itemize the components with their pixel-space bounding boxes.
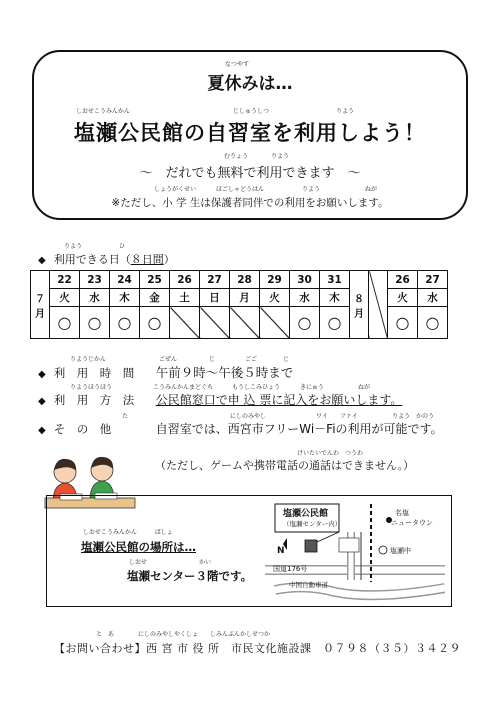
- ruby-location-2b: かい: [199, 559, 212, 566]
- cal-open-mark: ○: [320, 307, 350, 339]
- map-station-label: 名塩: [395, 509, 409, 517]
- cal-open-mark: ○: [418, 307, 448, 339]
- ruby-negai: ねが: [365, 186, 378, 193]
- cal-date: 23: [80, 271, 110, 289]
- cal-closed-mark: [200, 307, 230, 339]
- cal-date: 24: [110, 271, 140, 289]
- ruby-time-a: ごぜん: [159, 356, 178, 363]
- map-building-sub: （塩瀬センター内）: [283, 520, 342, 528]
- diamond-bullet-icon: ◆: [38, 369, 46, 380]
- area-map: [265, 502, 445, 602]
- cal-dow: 月: [230, 289, 260, 307]
- cal-date: 25: [140, 271, 170, 289]
- method-row: [38, 391, 402, 408]
- calendar-date-row: [31, 271, 448, 289]
- ruby-other-b: ワイ ファイ: [316, 413, 358, 420]
- cal-date: 26: [388, 271, 418, 289]
- ruby-time-label: りようじかん: [70, 356, 107, 363]
- ruby-location-1: しおせこうみんかん ばしょ: [83, 529, 173, 536]
- location-box: [46, 495, 452, 607]
- cal-date: 22: [50, 271, 80, 289]
- ruby-hi: ひ: [119, 243, 126, 250]
- other-label: そ の 他: [53, 422, 112, 436]
- ruby-other-a: にしのみやし: [230, 413, 267, 420]
- ruby-method-c: きにゅう: [300, 384, 324, 391]
- map-town-label: ニュータウン: [391, 519, 433, 527]
- map-route-label: 国道176号: [273, 565, 308, 573]
- cal-dow: 土: [170, 289, 200, 307]
- ruby-location-2a: しおせ: [129, 559, 147, 566]
- ruby-time-c: ごご: [245, 356, 258, 363]
- ruby-hogosha: ほごしゃどうはん: [216, 186, 265, 193]
- headline: 塩瀬公民館の自習室を利用しよう！: [74, 121, 426, 145]
- ruby-contact: と あ にしのみやしやくしょ しみんぶんかしせつか: [96, 631, 271, 638]
- map-expressway-label: 中国自動車道: [289, 581, 328, 589]
- diamond-bullet-icon: ◆: [38, 255, 46, 266]
- cal-date: 28: [230, 271, 260, 289]
- ruby-riyou: りよう: [336, 108, 355, 115]
- method-label: 利 用 方 法: [53, 393, 135, 407]
- cal-dow: 木: [110, 289, 140, 307]
- ruby-riyou-3: りよう: [302, 186, 321, 193]
- days-label: 利用できる日（: [53, 253, 131, 266]
- time-row: [38, 363, 293, 381]
- diamond-bullet-icon: ◆: [38, 396, 46, 407]
- cal-closed-mark: [260, 307, 290, 339]
- map-building-label: 塩瀬公民館: [283, 509, 329, 519]
- page-title: 夏休みは…: [207, 74, 293, 94]
- cal-dow: 水: [80, 289, 110, 307]
- phone-note: （ただし、ゲームや携帯電話の通話はできません。）: [155, 459, 415, 472]
- subline: ～ だれでも無料で利用できます ～: [139, 166, 361, 181]
- month-august: ８ 月: [350, 271, 369, 339]
- ruby-time-b: じ: [209, 356, 216, 363]
- days-label-end: ）: [163, 253, 175, 266]
- days-heading: [38, 251, 175, 267]
- contact-line: 【お問い合わせ】西 宮 市 役 所 市民文化施設課 ０７９８（３５）３４２９: [54, 642, 461, 655]
- ruby-method-b: もうしこみひょう: [232, 384, 281, 391]
- cal-open-mark: ○: [140, 307, 170, 339]
- cal-closed-mark: [230, 307, 260, 339]
- cal-open-mark: ○: [110, 307, 140, 339]
- cal-dow: 火: [388, 289, 418, 307]
- ruby-method-a: こうみんかんまどぐち: [153, 384, 214, 391]
- cal-dow: 水: [418, 289, 448, 307]
- cal-date: 31: [320, 271, 350, 289]
- ruby-shougakusei: しょうがくせい: [154, 186, 197, 193]
- ruby-facility: しおせこうみんかん: [76, 108, 130, 115]
- ruby-method-label: りようほうほう: [70, 384, 113, 391]
- cal-date: 30: [290, 271, 320, 289]
- cal-dow: 火: [260, 289, 290, 307]
- diamond-bullet-icon: ◆: [38, 425, 46, 436]
- time-label: 利 用 時 間: [53, 366, 135, 380]
- cal-open-mark: ○: [290, 307, 320, 339]
- ruby-natsuyasumi: なつやす: [225, 61, 250, 68]
- ruby-time-d: じ: [283, 356, 290, 363]
- method-value: 公民館窓口で申 込 票に記入をお願いします。: [155, 393, 403, 407]
- ruby-other-label: た: [122, 413, 129, 420]
- cal-date: 26: [170, 271, 200, 289]
- north-icon: N: [277, 546, 285, 556]
- cal-dow: 日: [200, 289, 230, 307]
- cal-open-mark: ○: [388, 307, 418, 339]
- month-july: ７ 月: [31, 271, 50, 339]
- cal-date: 27: [418, 271, 448, 289]
- cal-dow: 金: [140, 289, 170, 307]
- location-line-2: 塩瀬センター３階です。: [127, 569, 253, 583]
- cal-date: 27: [200, 271, 230, 289]
- cal-open-mark: ○: [80, 307, 110, 339]
- days-count: ８日間: [130, 253, 164, 266]
- header-box: [32, 50, 468, 220]
- cal-date: 29: [260, 271, 290, 289]
- calendar-gap: [369, 271, 388, 339]
- time-value: 午前９時～午後５時まで: [155, 365, 294, 380]
- other-row: [38, 420, 443, 437]
- cal-closed-mark: [170, 307, 200, 339]
- ruby-other-c: りよう かのう: [392, 413, 435, 420]
- cal-dow: 木: [320, 289, 350, 307]
- other-value: 自習室では、西宮市フリーWi－Fiの利用が可能です。: [155, 422, 443, 436]
- ruby-method-d: ねが: [358, 384, 371, 391]
- calendar-table: [30, 270, 448, 339]
- ruby-paren: けいたいでんわ つうわ: [297, 450, 364, 457]
- cal-open-mark: ○: [50, 307, 80, 339]
- guardian-note: ※ただし、小 学 生は保護者同伴での利用をお願いします。: [111, 197, 389, 209]
- map-school-label: 塩瀬中: [390, 547, 411, 555]
- ruby-riyou-days: りよう: [64, 243, 83, 250]
- cal-dow: 水: [290, 289, 320, 307]
- ruby-muryou: むりょう: [224, 153, 249, 160]
- location-line-1: 塩瀬公民館の場所は…: [81, 540, 196, 554]
- ruby-jishushitsu: じしゅうしつ: [233, 108, 270, 115]
- cal-dow: 火: [50, 289, 80, 307]
- ruby-riyou-2: りよう: [271, 153, 290, 160]
